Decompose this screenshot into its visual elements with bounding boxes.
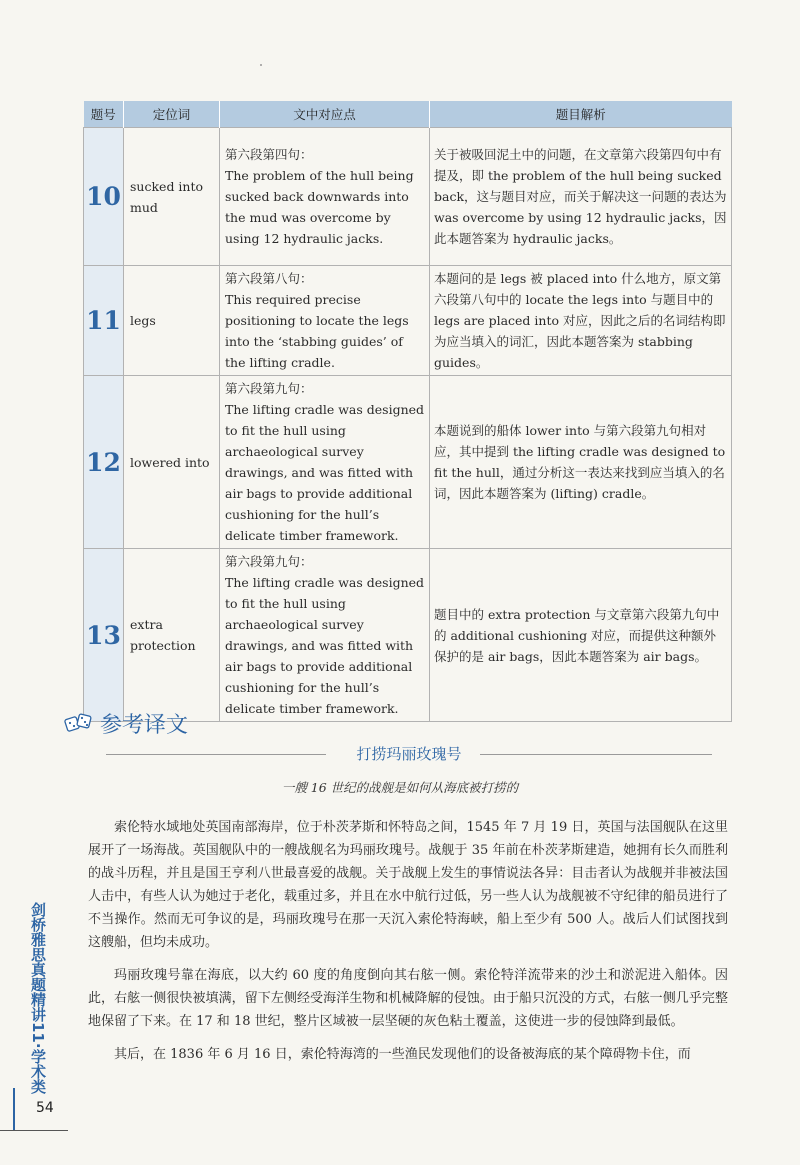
table-row <box>84 549 732 722</box>
section-title: 参考译文 <box>100 712 189 738</box>
source-cell: 第六段第九句： The lifting cradle was designed to fit the hull using archaeological survey drawings, and was fitted with air bags to provide additional cushioning for the hull’s delicate timber framework. <box>220 376 430 549</box>
keyword-cell: lowered into <box>124 376 220 549</box>
question-number: 10 <box>84 128 124 266</box>
book-spine-title: 剑桥雅思真题精讲11·学术类 <box>29 902 47 1094</box>
paragraph: 其后，在 1836 年 6 月 16 日，索伦特海湾的一些渔民发现他们的设备被海底的某个障碍物卡住，而 <box>114 1047 691 1062</box>
page-number: 54 <box>36 1100 54 1116</box>
keyword-cell: sucked into mud <box>124 128 220 266</box>
translation-body <box>88 816 728 1076</box>
header-source-text: 文中对应点 <box>220 101 430 128</box>
source-cell: 第六段第九句： The lifting cradle was designed to fit the hull using archaeological survey drawings, and was fitted with air bags to provide additional cushioning for the hull’s delicate timber framework. <box>220 549 430 722</box>
table-row <box>84 376 732 549</box>
keyword-cell: legs <box>124 266 220 376</box>
section-heading <box>64 706 188 740</box>
source-cell: 第六段第四句： The problem of the hull being sucked back downwards into the mud was overcome by using 12 hydraulic jacks. <box>220 128 430 266</box>
answer-analysis-table <box>83 101 732 722</box>
keyword-cell: extra protection <box>124 549 220 722</box>
question-number: 11 <box>84 266 124 376</box>
question-number: 12 <box>84 376 124 549</box>
table-row <box>84 128 732 266</box>
table-header-row <box>84 101 732 128</box>
article-title: 打捞玛丽玫瑰号 <box>356 745 462 763</box>
paragraph: 玛丽玫瑰号靠在海底，以大约 60 度的角度倒向其右舷一侧。索伦特洋流带来的沙土和淤泥进入船体。因此，右舷一侧很快被填满，留下左侧经受海洋生物和机械降解的侵蚀。由于船只沉没的方式，右舷一侧几乎完整地保留了下来。在 17 和 18 世纪，整片区域被一层坚硬的灰色粘土覆盖，这使进一步的侵蚀降到最低。 <box>88 968 728 1029</box>
table-row <box>84 266 732 376</box>
speck <box>260 64 262 66</box>
analysis-cell: 题目中的 extra protection 与文章第六段第九句中的 additional cushioning 对应，而提供这种额外保护的是 air bags，因此本题答案为 air bags。 <box>430 549 732 722</box>
article-title-row <box>106 742 712 766</box>
footer-rule <box>0 1130 68 1131</box>
analysis-cell: 本题说到的船体 lower into 与第六段第九句相对应，其中提到 the lifting cradle was designed to fit the hull，通过分析这一表达来找到应当填入的名词，因此本题答案为 (lifting) cradle。 <box>430 376 732 549</box>
analysis-cell: 关于被吸回泥土中的问题，在文章第六段第四句中有提及，即 the problem of the hull being sucked back，这与题目对应，而关于解决这一问题的表达为 was overcome by using 12 hydraulic jacks，因此本题答案为 hydraulic jacks。 <box>430 128 732 266</box>
dice-icon <box>64 712 94 734</box>
article-subtitle: 一艘 16 世纪的战舰是如何从海底被打捞的 <box>281 780 519 795</box>
question-number: 13 <box>84 549 124 722</box>
header-keyword: 定位词 <box>124 101 220 128</box>
source-cell: 第六段第八句： This required precise positioning to locate the legs into the ‘stabbing guides’ of the lifting cradle. <box>220 266 430 376</box>
header-question-number: 题号 <box>84 101 124 128</box>
header-analysis: 题目解析 <box>430 101 732 128</box>
paragraph: 索伦特水域地处英国南部海岸，位于朴茨茅斯和怀特岛之间，1545 年 7 月 19 日，英国与法国舰队在这里展开了一场海战。英国舰队中的一艘战舰名为玛丽玫瑰号。战舰于 35 年前在朴茨茅斯建造，她拥有长久而胜利的战斗历程，并且是国王亨利八世最喜爱的战舰。关于战舰上发生的事情说法各异：目击者认为战舰并非被法国人击中，有些人认为她过于老化，载重过多，并且在水中航行过低，另一些人认为战舰被不守纪律的船员进行了不当操作。然而无可争议的是，玛丽玫瑰号在那一天沉入索伦特海峡，船上至少有 500 人。战后人们试图找到这艘船，但均未成功。 <box>88 820 728 950</box>
analysis-cell: 本题问的是 legs 被 placed into 什么地方，原文第六段第八句中的 locate the legs into 与题目中的 legs are placed into 对应，因此之后的名词结构即为应当填入的词汇，因此本题答案为 stabbing guides。 <box>430 266 732 376</box>
spine-accent-bar <box>13 1088 15 1130</box>
